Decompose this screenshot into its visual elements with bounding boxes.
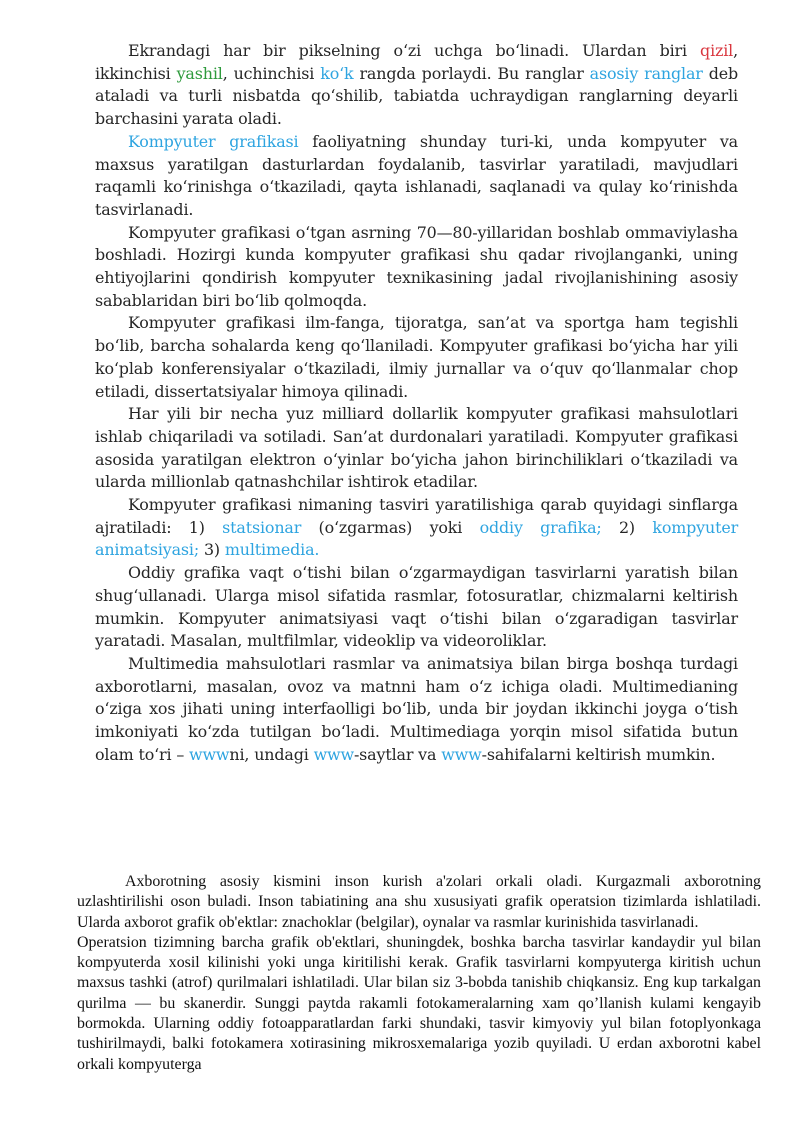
paragraph-definition — [95, 131, 738, 222]
term-www: www — [189, 744, 230, 764]
text-run: , ikkinchisi — [95, 41, 738, 83]
text-run: Kompyuter grafikasi nimaning tasviri yaratilishiga qarab quyidagi sinflarga ajratiladi: 1) — [95, 495, 738, 537]
paragraph-classification — [95, 494, 738, 562]
text-run: 2) — [601, 517, 653, 537]
text-run: , uchinchisi — [222, 63, 321, 83]
text-run: Ekrandagi har bir pikselning o‘zi uchga bo‘linadi. Ulardan biri — [128, 41, 701, 60]
term-www: www — [441, 744, 482, 764]
term-basic-colors: asosiy ranglar — [589, 63, 703, 83]
term-static: statsionar — [222, 517, 302, 537]
term-computer-graphics: Kompyuter grafikasi — [128, 131, 299, 151]
paragraph-simple-graphics: Oddiy grafika vaqt o‘tishi bilan o‘zgarmaydigan tasvirlarni yaratish bilan shug‘ullanadi. Ularga misol sifatida rasmlar, fotosuratlar, chizmalarni keltirish mumkin. Kompyuter animatsiyasi vaqt o‘tishi bilan o‘zgaradigan tasvirlar yaratadi. Masalan, multfilmlar, videoklip va videoroliklar. — [95, 563, 738, 651]
term-simple-graphics: oddiy grafika; — [479, 517, 602, 537]
paragraph-history: Kompyuter grafikasi o‘tgan asrning 70—80-yillaridan boshlab ommaviylasha boshladi. Hozirgi kunda kompyuter grafikasi shu qadar rivojlanganki, uning ehtiyojlarini qondirish kompyuter texnikasining jadal rivojlanishining asosiy sabablaridan biri bo‘lib qolmoqda. — [95, 222, 738, 310]
paragraph-pixel-colors — [95, 40, 738, 131]
text-run: 3) — [199, 540, 225, 560]
text-run: (o‘zgarmas) yoki — [301, 517, 480, 537]
paragraph-visual-information: Axborotning asosiy kismini inson kurish a'zolari orkali oladi. Kurgazmali axborotning uzlashtirilishi oson buladi. Inson tabiatining ana shu xususiyati grafik operatsion tizimlarda ishlatiladi. Ularda axborot grafik ob'ektlar: znachoklar (belgilar), oynalar va rasmlar kurinishida tasvirlanadi. — [77, 873, 761, 931]
term-blue: ko‘k — [320, 63, 354, 83]
typed-text-section — [77, 872, 761, 1075]
text-run: deb ataladi va turli nisbatda qo‘shilib, tabiatda uchraydigan ranglarning deyarli barchasini yarata oladi. — [95, 63, 739, 129]
text-run: Multimedia mahsulotlari rasmlar va animatsiya bilan birga boshqa turdagi axborotlarni, masalan, ovoz va matnni ham o‘z ichiga oladi. Multimedianing o‘ziga xos jihati uning interfaolligi bo‘lib, unda bir joydan ikkinchi joyga o‘tish imkoniyati ko‘zda tutilgan bo‘ladi. Multimediaga yorqin misol sifatida butun olam to‘ri – — [95, 653, 738, 764]
paragraph-multimedia — [95, 653, 738, 767]
paragraph-market: Har yili bir necha yuz milliard dollarlik kompyuter grafikasi mahsulotlari ishlab chiqariladi va sotiladi. San’at durdonalari yaratiladi. Kompyuter grafikasi asosida yaratilgan elektron o‘yinlar bo‘yicha jahon birinchiliklari o‘tkaziladi va ularda millionlab qatnashchilar ishtirok etadilar. — [95, 404, 738, 492]
text-run: faoliyatning shunday turi-ki, unda kompyuter va maxsus yaratilgan dasturlardan foydalanib, tasvirlar yaratiladi, mavjudlari raqamli ko‘rinishga o‘tkaziladi, qayta ishlanadi, saqlanadi va qulay ko‘rinishda tasvirlanadi. — [95, 131, 738, 219]
term-red: qizil — [700, 41, 734, 60]
term-animation: kompyuter animatsiyasi; — [95, 517, 739, 560]
term-www: www — [313, 744, 354, 764]
text-run: -saytlar va — [353, 744, 442, 764]
term-multimedia: multimedia. — [224, 540, 320, 560]
text-run: rangda porlaydi. Bu ranglar — [353, 63, 590, 83]
paragraph-applications: Kompyuter grafikasi ilm-fanga, tijoratga, san’at va sportga ham tegishli bo‘lib, barcha sohalarda keng qo‘llaniladi. Kompyuter grafikasi bo‘yicha har yili ko‘plab konferensiyalar o‘tkaziladi, ilmiy jurnallar va o‘quv qo‘llanmalar chop etiladi, dissertatsiyalar himoya qilinadi. — [95, 313, 738, 401]
text-run: -sahifalarni keltirish mumkin. — [481, 744, 716, 764]
scanned-textbook-section — [95, 40, 738, 767]
text-run: ni, undagi — [229, 744, 314, 764]
term-green: yashil — [176, 63, 223, 83]
paragraph-input-devices: Operatsion tizimning barcha grafik ob'ektlari, shuningdek, boshka barcha tasvirlar kandaydir yul bilan kompyuterda xosil kilinishi yoki unga kiritilishi kerak. Grafik tasvirlarni kompyuterga kiritish uchun maxsus tashki (atrof) qurilmalari ishlatiladi. Ular bilan siz 3-bobda tanishib chiqkansiz. Eng kup tarkalgan qurilma — bu skanerdir. Sunggi paytda rakamli fotokameralarning xam qo’llanish kulami kengayib bormokda. Ularning oddiy fotoapparatlardan farki shundaki, tasvir kimyoviy yul bilan fotoplyonkaga tushirilmaydi, balki fotokamera xotirasining mikrosxemalariga yozib quyiladi. U erdan axborotni kabel orkali kompyuterga — [77, 933, 761, 1073]
